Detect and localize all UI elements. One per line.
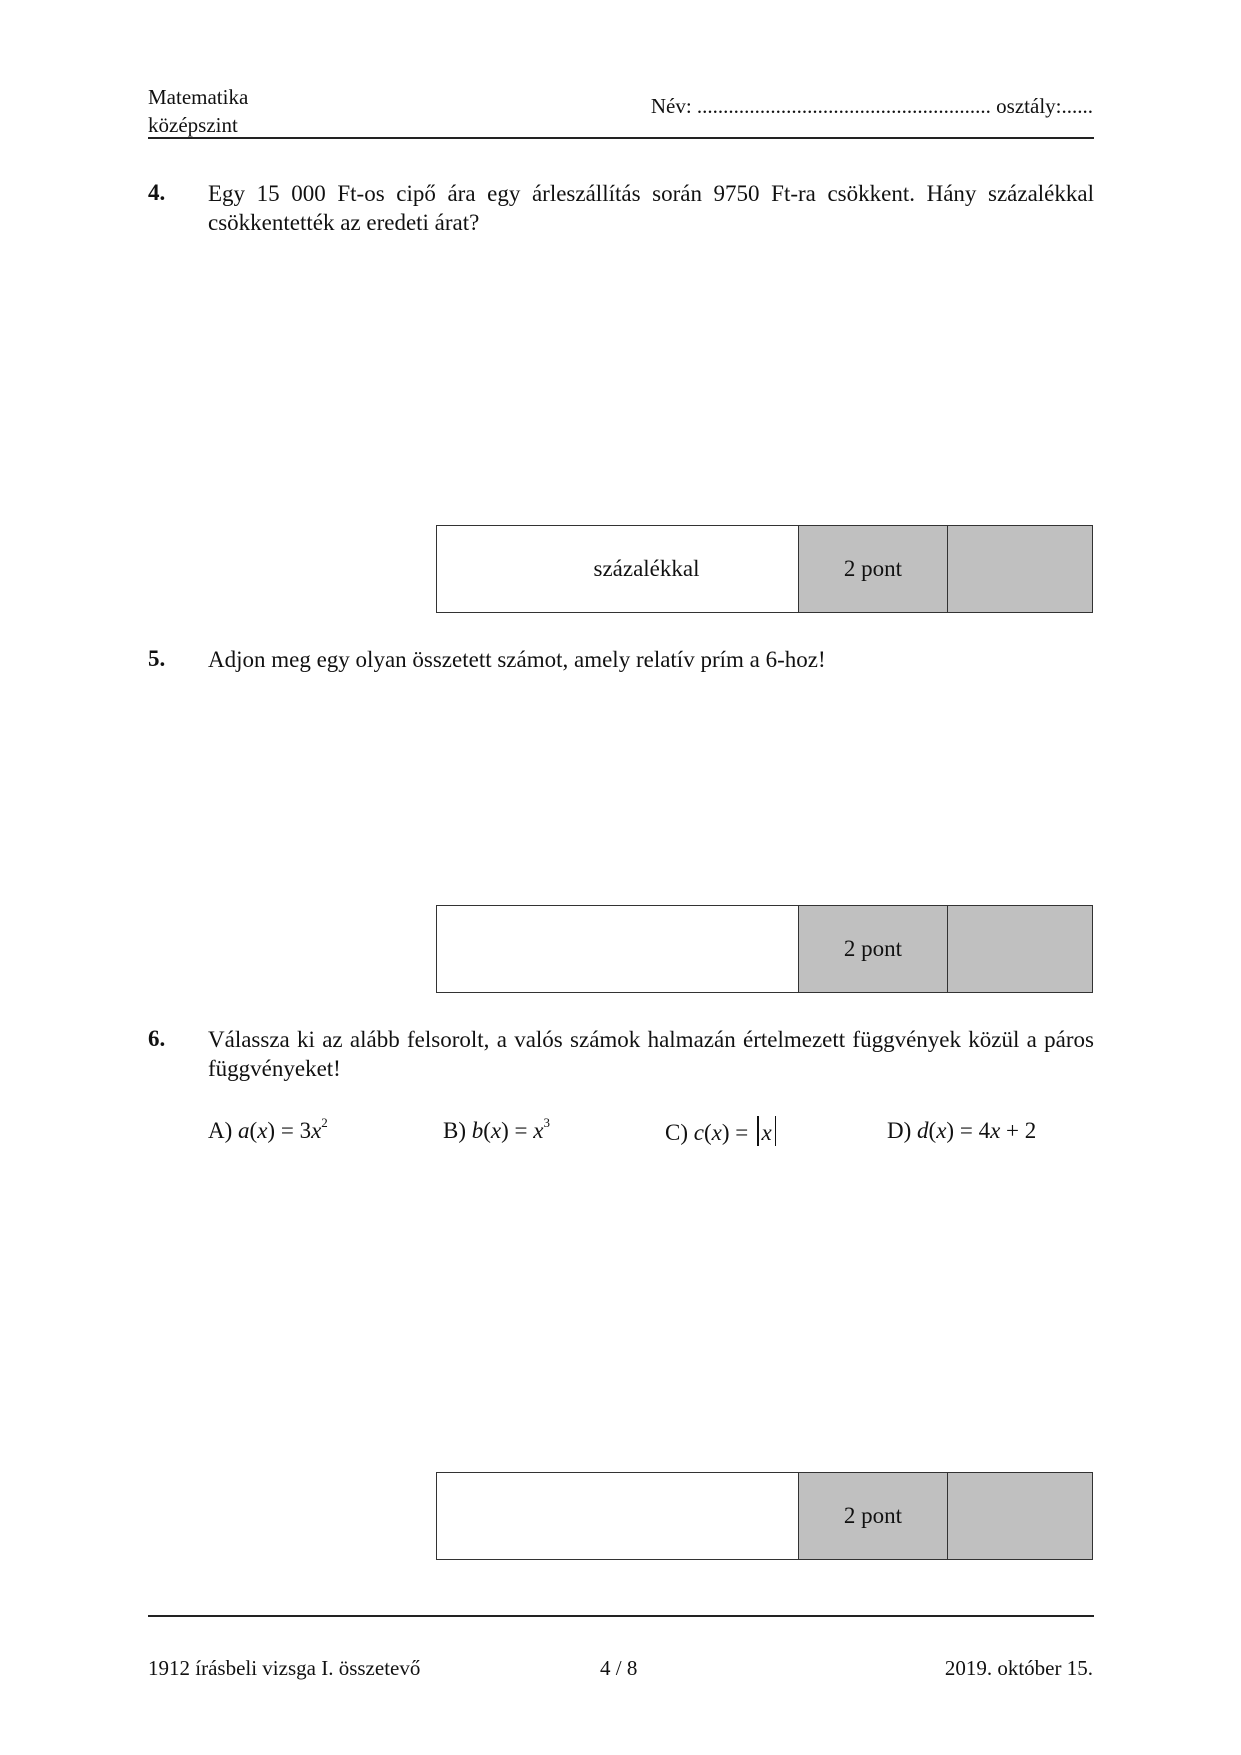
option-d: D) d(x) = 4x + 2 — [887, 1118, 1037, 1143]
option-b-label: B) — [443, 1118, 466, 1143]
question-5-answer-field[interactable] — [437, 906, 798, 992]
header-name-class-field: Név: ........................................................ osztály:...... — [650, 94, 1093, 118]
question-4-text: Egy 15 000 Ft-os cipő ára egy árleszállítás során 9750 Ft-ra csökkent. Hány százalékkal csökkentették az eredeti árat? — [208, 181, 1094, 235]
question-4-points: 2 pont — [798, 526, 947, 612]
question-6-score-cell — [947, 1473, 1092, 1559]
option-a-coef: 3 — [299, 1118, 312, 1143]
footer-exam-id: 1912 írásbeli vizsga I. összetevő — [148, 1656, 421, 1680]
question-5-text: Adjon meg egy olyan összetett számot, amely relatív prím a 6-hoz! — [208, 647, 826, 672]
option-b-exponent: 3 — [543, 1115, 550, 1130]
option-b-rhs-var: x — [533, 1118, 544, 1143]
question-5-answer-box — [436, 905, 1093, 993]
option-a-rhs-var: x — [311, 1118, 322, 1143]
option-a: A) $a(x) = 3x^2$ — [208, 1115, 328, 1143]
header-rule — [148, 137, 1094, 139]
footer-date: 2019. október 15. — [944, 1656, 1093, 1680]
option-b-var: x — [490, 1118, 502, 1143]
question-6-number: 6. — [148, 1026, 166, 1051]
header-subject: Matematika — [148, 85, 249, 109]
question-5-answer-unit — [437, 906, 798, 992]
question-4-number: 4. — [148, 180, 166, 205]
question-6-answer-box — [436, 1472, 1093, 1560]
header-level: középszint — [148, 113, 238, 137]
option-c-rhs-var: x — [761, 1120, 772, 1145]
option-c-fn: c — [693, 1120, 704, 1145]
question-5-score-cell — [947, 906, 1092, 992]
header-subject-block — [148, 83, 248, 139]
footer-rule — [148, 1615, 1094, 1617]
option-a-var: x — [257, 1118, 268, 1143]
question-4-answer-unit: százalékkal — [593, 556, 700, 581]
abs-bar-left — [757, 1116, 759, 1146]
abs-bar-right — [775, 1116, 777, 1146]
option-c-label: C) — [665, 1120, 688, 1145]
option-d-fn: d — [917, 1118, 929, 1143]
option-b-fn: b — [471, 1118, 484, 1143]
question-4-answer-box — [436, 525, 1093, 613]
question-5-points: 2 pont — [798, 906, 947, 992]
question-4-score-cell — [947, 526, 1092, 612]
footer-page-number: 4 / 8 — [600, 1656, 638, 1680]
option-b: B) $b(x) = x^3$ — [443, 1115, 550, 1143]
question-5-number: 5. — [148, 646, 166, 671]
option-d-rhs-var: x — [990, 1118, 1001, 1143]
option-d-label: D) — [887, 1118, 912, 1143]
question-4-answer-field[interactable] — [437, 526, 798, 612]
question-6-text: Válassza ki az alább felsorolt, a valós számok halmazán értelmezett függvények közül a páros függvényeket! — [208, 1027, 1094, 1081]
option-d-var: x — [936, 1118, 947, 1143]
option-d-coef: 4 — [978, 1118, 991, 1143]
option-d-tail: + 2 — [1006, 1118, 1037, 1143]
option-c-var: x — [711, 1120, 722, 1145]
option-a-exponent: 2 — [321, 1115, 328, 1130]
question-6-answer-field[interactable] — [437, 1473, 798, 1559]
option-a-fn: a — [238, 1118, 250, 1143]
question-6-points: 2 pont — [798, 1473, 947, 1559]
option-a-label: A) — [208, 1118, 233, 1143]
option-c: C) c(x) = x — [665, 1116, 779, 1148]
question-6-answer-unit — [437, 1473, 798, 1559]
